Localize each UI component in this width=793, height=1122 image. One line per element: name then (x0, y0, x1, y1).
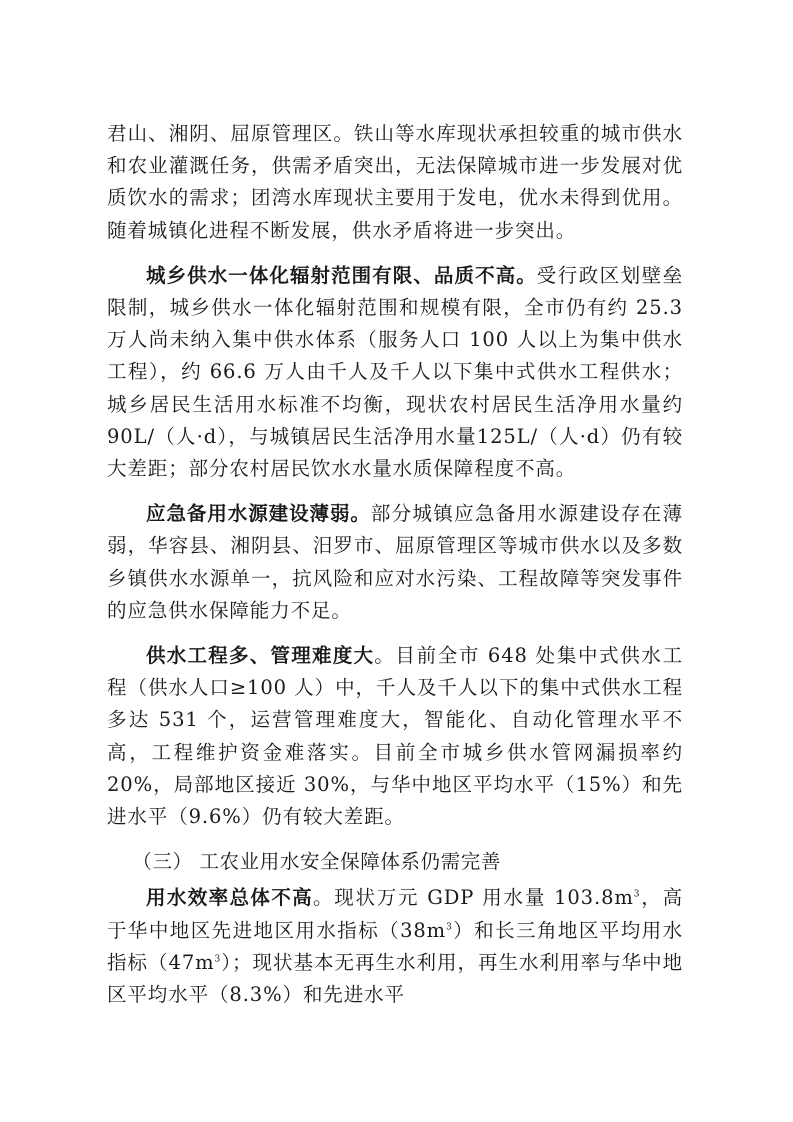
superscript: 3 (446, 922, 453, 933)
paragraph-text: 君山、湘阴、屈原管理区。铁山等水库现状承担较重的城市供水和农业灌溉任务，供需矛盾突出，无法保障城市进一步发展对优质饮水的需求；团湾水库现状主要用于发电，优水未得到优用。随着城镇化进程不断发展，供水矛盾将进一步突出。 (107, 122, 683, 242)
paragraph-supply-projects-management (107, 640, 683, 833)
paragraph-water-efficiency (107, 882, 683, 1011)
paragraph-text: 。目前全市 648 处集中式供水工程（供水人口≥100 人）中，千人及千人以下的集中式供水工程多达 531 个，运营管理难度大，智能化、自动化管理水平不高，工程维护资金难落实。目前全市城乡供水管网漏损率约 20%，局部地区接近 30%，与华中地区平均水平（15%）和先进水平（9.6%）仍有较大差距。 (107, 644, 683, 829)
section-heading: （三） 工农业用水安全保障体系仍需完善 (132, 850, 501, 874)
superscript: 3 (214, 954, 222, 965)
paragraph-text: 。现状万元 GDP 用水量 103.8m (312, 886, 634, 910)
paragraph-lead: 供水工程多、管理难度大 (146, 644, 375, 668)
paragraph-text: 受行政区划壁垒限制，城乡供水一体化辐射范围和规模有限，全市仍有约 25.3 万人尚未纳入集中供水体系（服务人口 100 人以上为集中供水工程），约 66.6 万人由千人及千人以下集中式供水工程供水；城乡居民生活用水标准不均衡，现状农村居民生活净用水量约 90L/（人·d），与城镇居民生活净用水量125L/（人·d）仍有较大差距；部分农村居民饮水水量水质保障程度不高。 (107, 263, 683, 481)
paragraph-continuation (107, 118, 683, 247)
paragraph-text: ）；现状基本无再生水利用，再生水利用率与华中地区平均水平（8.3%）和先进水平 (107, 950, 683, 1007)
paragraph-emergency-water-source (107, 498, 683, 627)
paragraph-lead: 城乡供水一体化辐射范围有限、品质不高。 (146, 263, 537, 287)
paragraph-lead: 应急备用水源建设薄弱。 (146, 502, 371, 526)
paragraph-urban-rural-supply (107, 260, 683, 485)
superscript: 3 (633, 889, 641, 900)
paragraph-lead: 用水效率总体不高 (146, 886, 313, 910)
paragraph-text: 部分城镇应急备用水源建设存在薄弱，华容县、湘阴县、汨罗市、屈原管理区等城市供水以及多数乡镇供水水源单一，抗风险和应对水污染、工程故障等突发事件的应急供水保障能力不足。 (107, 502, 683, 622)
paragraph-text: ）和长三角地区平均用水指标（47m (107, 918, 683, 974)
document-page (107, 118, 683, 1024)
paragraph-text: ，高于华中地区先进地区用水指标（38m (107, 886, 683, 942)
